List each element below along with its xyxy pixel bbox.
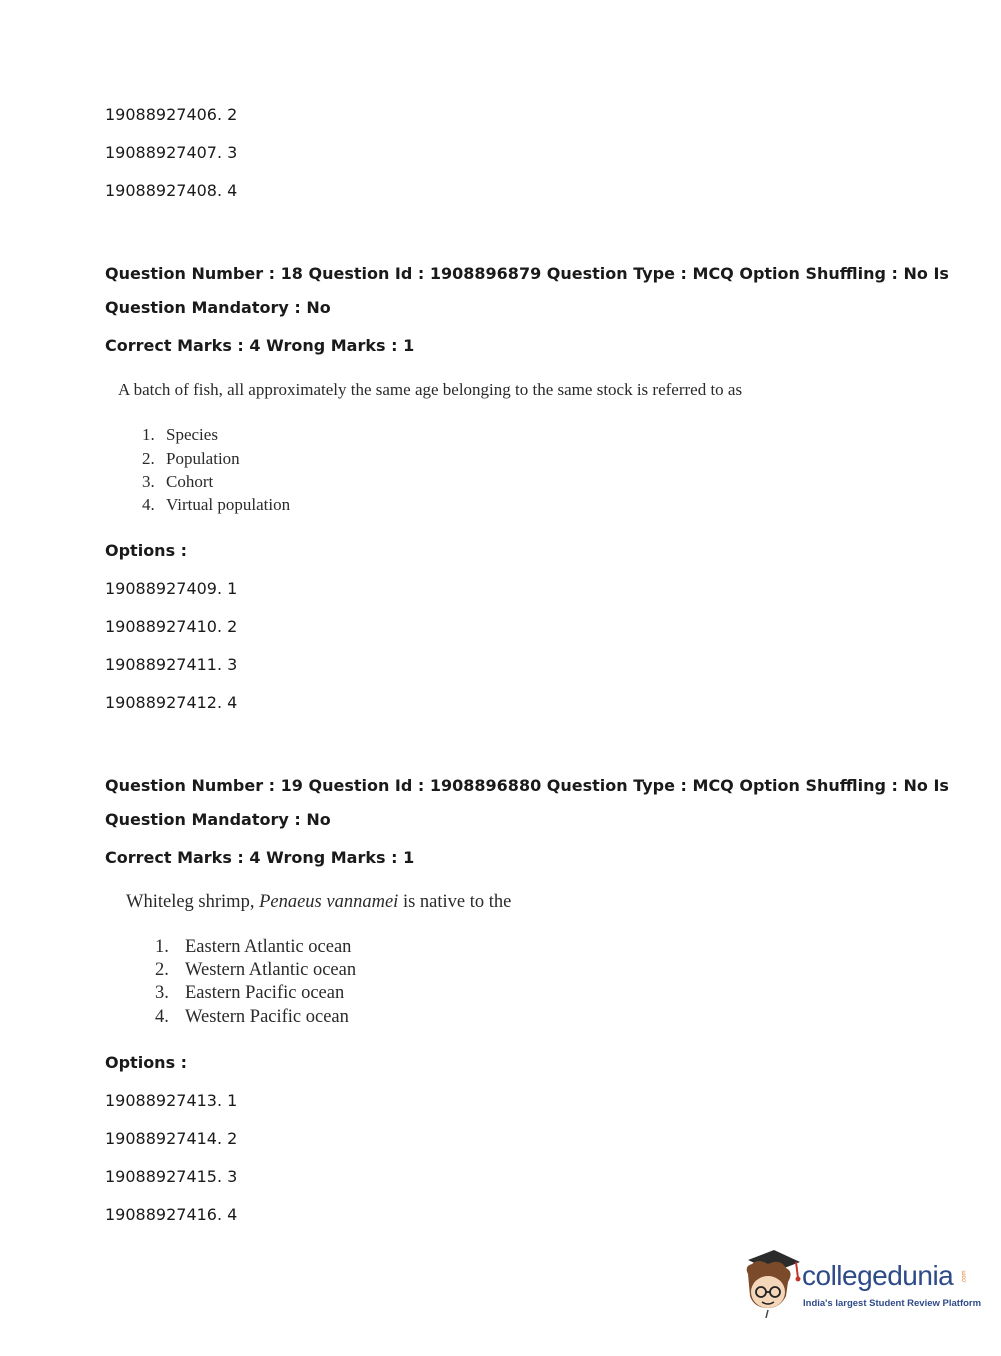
mascot-icon — [740, 1248, 802, 1318]
q19-choice: 3. Eastern Pacific ocean — [155, 983, 345, 1003]
option-line: 19088927412. 4 — [105, 693, 238, 712]
q18-choice: 3. Cohort — [142, 472, 214, 491]
q19-choice: 4. Western Pacific ocean — [155, 1007, 349, 1027]
q18-stem: A batch of fish, all approximately the same age belonging to the same stock is referred to as — [118, 380, 743, 399]
option-line: 19088927409. 1 — [105, 579, 238, 598]
logo-wordmark: collegedunia — [802, 1260, 954, 1291]
q18-header-line2: Question Mandatory : No — [105, 298, 331, 317]
q19-marks: Correct Marks : 4 Wrong Marks : 1 — [105, 848, 415, 867]
q18-header-line1: Question Number : 18 Question Id : 1908896879 Question Type : MCQ Option Shuffling : No Is — [105, 264, 949, 283]
q19-choice: 1. Eastern Atlantic ocean — [155, 937, 352, 957]
q19-options-label: Options : — [105, 1053, 188, 1072]
q19-stem: Whiteleg shrimp, Penaeus vannamei is native to the — [126, 892, 512, 912]
logo-tagline: India's largest Student Review Platform — [803, 1298, 982, 1309]
q18-choice: 2. Population — [142, 449, 240, 468]
q18-choice: 4. Virtual population — [142, 495, 291, 514]
collegedunia-logo — [740, 1248, 982, 1320]
q19-header-line1: Question Number : 19 Question Id : 1908896880 Question Type : MCQ Option Shuffling : No Is — [105, 776, 949, 795]
option-line: 19088927406. 2 — [105, 105, 238, 124]
option-line: 19088927407. 3 — [105, 143, 238, 162]
option-line: 19088927415. 3 — [105, 1167, 238, 1186]
option-line: 19088927411. 3 — [105, 655, 238, 674]
option-line: 19088927414. 2 — [105, 1129, 238, 1148]
q18-marks: Correct Marks : 4 Wrong Marks : 1 — [105, 336, 415, 355]
q19-header-line2: Question Mandatory : No — [105, 810, 331, 829]
q18-choice: 1. Species — [142, 425, 218, 444]
q18-options-label: Options : — [105, 541, 188, 560]
option-line: 19088927408. 4 — [105, 181, 238, 200]
option-line: 19088927413. 1 — [105, 1091, 238, 1110]
option-line: 19088927410. 2 — [105, 617, 238, 636]
q19-choice: 2. Western Atlantic ocean — [155, 960, 357, 980]
logo-com: .com — [961, 1270, 968, 1284]
option-line: 19088927416. 4 — [105, 1205, 238, 1224]
